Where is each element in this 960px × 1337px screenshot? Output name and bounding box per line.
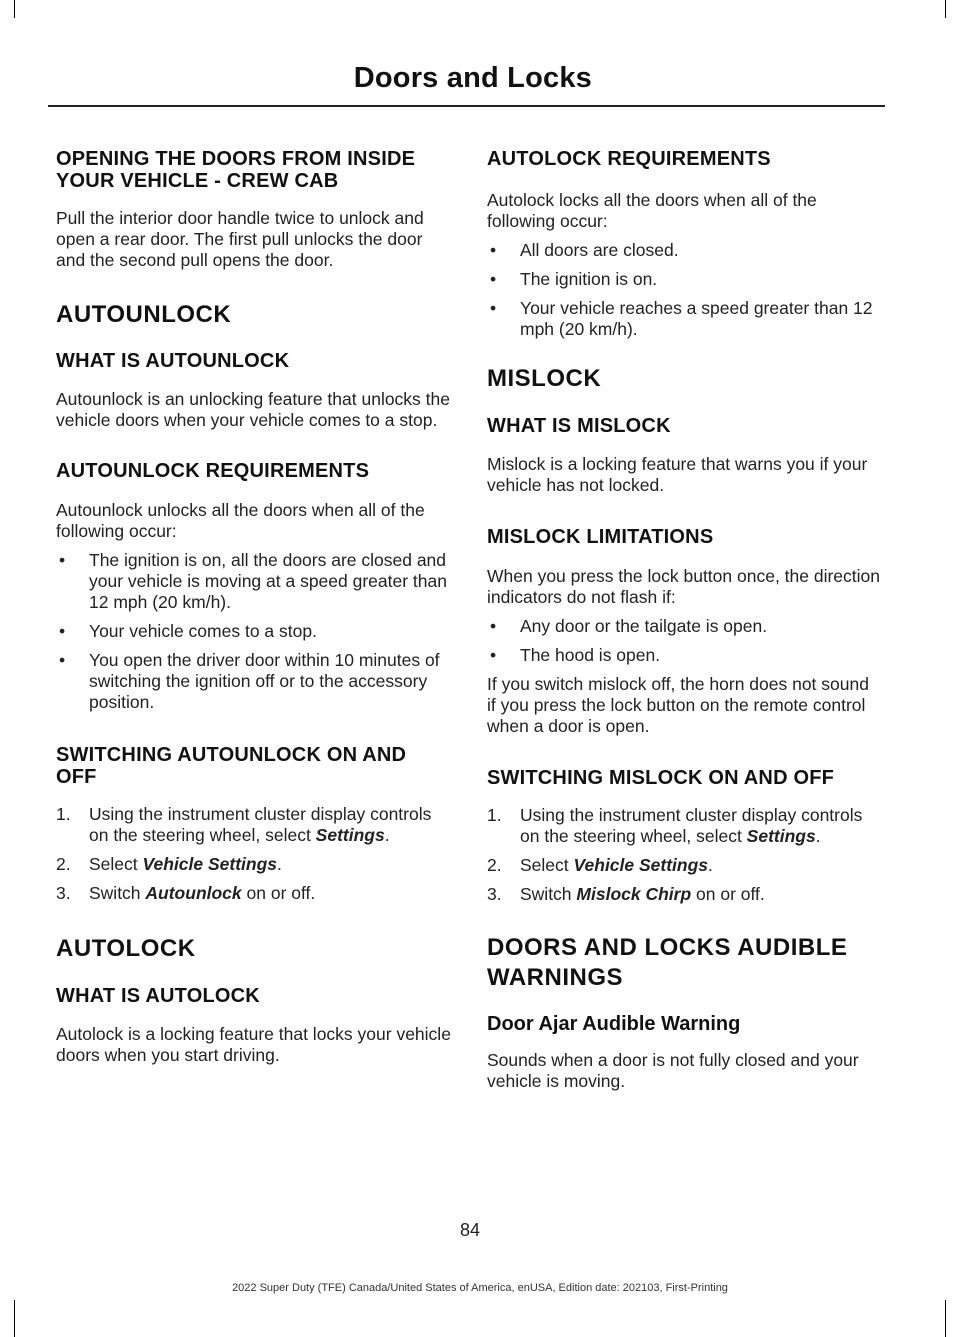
section-title-autolock: AUTOLOCK [56,935,196,962]
page-footer: 2022 Super Duty (TFE) Canada/United States of America, enUSA, Edition date: 202103, First-Printing [232,1282,728,1294]
list-item: • Any door or the tailgate is open. [490,616,768,636]
section-title-mislock: MISLOCK [487,365,602,392]
page-number: 84 [459,1220,481,1240]
list-item: • Your vehicle reaches a speed greater than 12 mph (20 km/h). [490,298,873,339]
list-item: • The hood is open. [490,645,661,665]
mislock-limitations-list [487,616,882,666]
bullet: • [490,269,497,289]
mislock-horn-note: If you switch mislock off, the horn does not sound if you press the lock button on the remote control when a door is open. [487,674,869,736]
step-item: 1. Using the instrument cluster display controls on the steering wheel, select Settings. [56,804,432,845]
autounlock-requirements-list [56,550,451,713]
subtitle-what-is-autounlock: WHAT IS AUTOUNLOCK [56,350,290,372]
header-divider [48,105,885,107]
left-column [56,148,451,1066]
step-item: 2. Select Vehicle Settings. [56,854,282,874]
list-item: • The ignition is on, all the doors are closed and your vehicle is moving at a speed greater than 12 mph (20 km/h). [59,550,447,612]
what-is-autolock-body: Autolock is a locking feature that locks your vehicle doors when you start driving. [56,1024,451,1065]
bullet: • [490,645,497,665]
step-item: 3. Switch Autounlock on or off. [56,883,316,903]
switching-mislock-steps [487,805,882,905]
subtitle-what-is-mislock: WHAT IS MISLOCK [487,415,671,437]
bullet: • [490,298,497,318]
list-item: • All doors are closed. [490,240,679,260]
step-item: 3. Switch Mislock Chirp on or off. [487,884,765,904]
step-item: 2. Select Vehicle Settings. [487,855,713,875]
autolock-requirements-list [487,240,882,340]
crop-mark [14,1300,15,1337]
list-item: • The ignition is on. [490,269,658,289]
subtitle-mislock-limitations: MISLOCK LIMITATIONS [487,526,714,548]
bullet: • [59,550,66,570]
what-is-mislock-body: Mislock is a locking feature that warns you if your vehicle has not locked. [487,454,868,495]
what-is-autounlock-body: Autounlock is an unlocking feature that unlocks the vehicle doors when your vehicle comes to a stop. [56,389,450,430]
bullet: • [59,650,66,670]
crop-mark [945,0,946,18]
door-ajar-body: Sounds when a door is not fully closed and your vehicle is moving. [487,1050,859,1091]
subtitle-autolock-requirements: AUTOLOCK REQUIREMENTS [487,148,771,170]
bullet: • [59,621,66,641]
subtitle-autounlock-requirements: AUTOUNLOCK REQUIREMENTS [56,460,370,482]
switching-autounlock-steps [56,804,451,904]
autolock-requirements-body: Autolock locks all the doors when all of the following occur: [487,190,817,231]
section-title-autounlock: AUTOUNLOCK [56,301,232,328]
subtitle-door-ajar-warning: Door Ajar Audible Warning [487,1013,741,1035]
subtitle-switching-mislock: SWITCHING MISLOCK ON AND OFF [487,767,835,789]
section-title-audible-warnings-line2: WARNINGS [487,964,623,991]
subtitle-what-is-autolock: WHAT IS AUTOLOCK [56,985,260,1007]
opening-doors-body: Pull the interior door handle twice to unlock and open a rear door. The first pull unlocks the door and the second pull opens the door. [56,208,424,270]
list-item: • You open the driver door within 10 minutes of switching the ignition off or to the accessory position. [59,650,440,712]
page-header-title: Doors and Locks [353,62,592,94]
crop-mark [945,1300,946,1337]
bullet: • [490,616,497,636]
subtitle-switching-autounlock: SWITCHING AUTOUNLOCK ON AND OFF [56,744,407,788]
list-item: • Your vehicle comes to a stop. [59,621,317,641]
right-column [487,148,882,1092]
section-title-audible-warnings-line1: DOORS AND LOCKS AUDIBLE [487,934,848,961]
step-item: 1. Using the instrument cluster display controls on the steering wheel, select Settings. [487,805,863,846]
section-title-opening-doors: OPENING THE DOORS FROM INSIDE YOUR VEHICLE - CREW CAB [56,148,416,192]
autounlock-requirements-body: Autounlock unlocks all the doors when all of the following occur: [56,500,425,541]
bullet: • [490,240,497,260]
mislock-limitations-body: When you press the lock button once, the direction indicators do not flash if: [487,566,881,607]
crop-mark [14,0,15,18]
